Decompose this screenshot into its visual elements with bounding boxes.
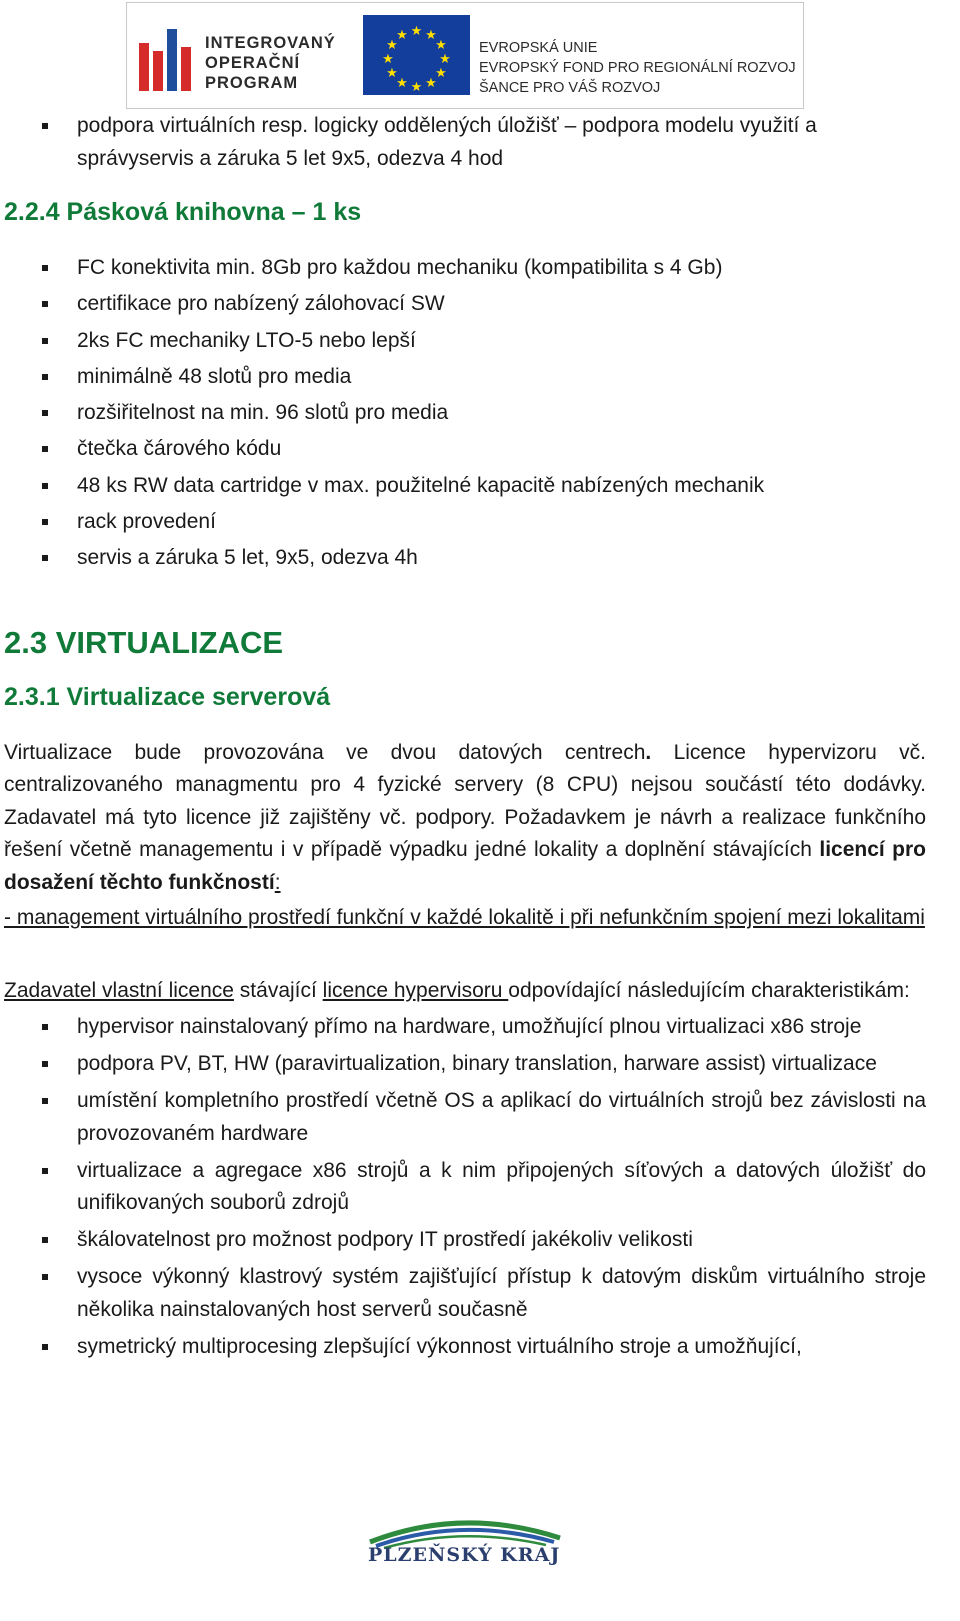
svg-text:★: ★: [410, 80, 423, 95]
list-item: minimálně 48 slotů pro media: [4, 359, 926, 395]
eu-line-1: EVROPSKÁ UNIE: [479, 40, 598, 56]
para-text: odpovídající následujícím charakteristikám:: [508, 978, 910, 1002]
license-paragraph: [4, 975, 926, 1008]
section-heading-2-3: 2.3 VIRTUALIZACE: [4, 624, 284, 660]
list-item: servis a záruka 5 let, 9x5, odezva 4h: [4, 540, 926, 576]
top-bullet-list: [4, 110, 926, 175]
eu-flag-icon: [363, 15, 470, 95]
header-logo-banner: [126, 2, 804, 109]
list-item: hypervisor nainstalovaný přímo na hardware, umožňující plnou virtualizaci x86 stroje: [4, 1011, 926, 1044]
list-item: certifikace pro nabízený zálohovací SW: [4, 286, 926, 322]
iop-line-1: INTEGROVANÝ: [205, 34, 336, 52]
svg-text:★: ★: [386, 66, 398, 81]
iop-logo-icon: [139, 29, 199, 91]
iop-line-2: OPERAČNÍ: [205, 54, 301, 72]
eu-line-2: EVROPSKÝ FOND PRO REGIONÁLNÍ ROZVOJ: [479, 60, 796, 76]
list-item: virtualizace a agregace x86 strojů a k nim připojených síťových a datových úložišť do unifikovaných souborů zdrojů: [4, 1155, 926, 1220]
list-item: 2ks FC mechaniky LTO-5 nebo lepší: [4, 323, 926, 359]
section-heading-2-2-4: 2.2.4 Pásková knihovna – 1 ks: [4, 198, 362, 226]
iop-line-3: PROGRAM: [205, 74, 299, 92]
para-text: Virtualizace bude provozována ve dvou datových centrech: [4, 740, 646, 764]
virtualization-paragraph: [4, 737, 926, 900]
list-item: FC konektivita min. 8Gb pro každou mechaniku (kompatibilita s 4 Gb): [4, 250, 926, 286]
para-text: Požadavkem je návrh a realizace funkčního řešení včetně managementu i v případě výpadku jedné lokality a doplnění stávajících: [4, 805, 926, 862]
list-item: podpora PV, BT, HW (paravirtualization, binary translation, harware assist) virtualizace: [4, 1048, 926, 1081]
svg-text:★: ★: [386, 38, 398, 53]
para-underlined: licence hypervisoru: [322, 978, 509, 1002]
list-item: symetrický multiprocesing zlepšující výkonnost virtuálního stroje a umožňující,: [4, 1331, 926, 1364]
list-item: 48 ks RW data cartridge v max. použitelné kapacitě nabízených mechanik: [4, 468, 926, 504]
eu-line-3: ŠANCE PRO VÁŠ ROZVOJ: [479, 80, 661, 96]
para-text: stávající: [233, 978, 323, 1002]
svg-text:★: ★: [425, 76, 437, 91]
iop-logo-text: [205, 33, 336, 93]
svg-text:★: ★: [396, 28, 408, 43]
list-item: čtečka čárového kódu: [4, 431, 926, 467]
svg-text:★: ★: [382, 52, 394, 67]
list-item: rozšiřitelnost na min. 96 slotů pro media: [4, 395, 926, 431]
list-item: umístění kompletního prostředí včetně OS a aplikací do virtuálních strojů bez závislosti na provozovaném hardware: [4, 1085, 926, 1150]
svg-text:★: ★: [439, 52, 451, 67]
tape-library-bullet-list: [4, 250, 926, 577]
svg-text:★: ★: [396, 76, 408, 91]
footer-logo-text: PLZEŇSKÝ KRAJ: [368, 1544, 561, 1566]
para-text: Licence hypervizoru vč. centralizovaného managmentu pro 4 fyzické servery (8 CPU) nejsou součástí této dodávky. Zadavatel má tyto licence již zajištěny vč. podpory.: [4, 740, 926, 829]
svg-text:★: ★: [435, 38, 447, 53]
para-underlined: Zadavatel vlastní licence: [4, 978, 234, 1002]
para-bold-text: licencí pro dosažení těchto funkčností: [4, 838, 926, 894]
svg-text:★: ★: [425, 28, 437, 43]
section-heading-2-3-1: 2.3.1 Virtualizace serverová: [4, 682, 331, 711]
para-colon: :: [274, 870, 281, 894]
list-item: rack provedení: [4, 504, 926, 540]
list-item: škálovatelnost pro možnost podpory IT prostředí jakékoliv velikosti: [4, 1224, 926, 1257]
management-requirement: - management virtuálního prostředí funkční v každé lokalitě i při nefunkčním spojení mezi lokalitami: [4, 906, 925, 930]
list-item: podpora virtuálních resp. logicky oddělených úložišť – podpora modelu využití a správyservis a záruka 5 let 9x5, odezva 4 hod: [4, 110, 926, 175]
svg-text:★: ★: [410, 24, 423, 39]
hypervisor-bullet-list: [4, 1011, 926, 1363]
para-bold-dot: .: [645, 740, 652, 764]
list-item: vysoce výkonný klastrový systém zajišťující přístup k datovým diskům virtuálního stroje několika nainstalovaných host serverů současně: [4, 1261, 926, 1326]
document-content: [4, 110, 926, 1368]
svg-text:★: ★: [435, 66, 447, 81]
eu-logo-text: [479, 38, 796, 98]
